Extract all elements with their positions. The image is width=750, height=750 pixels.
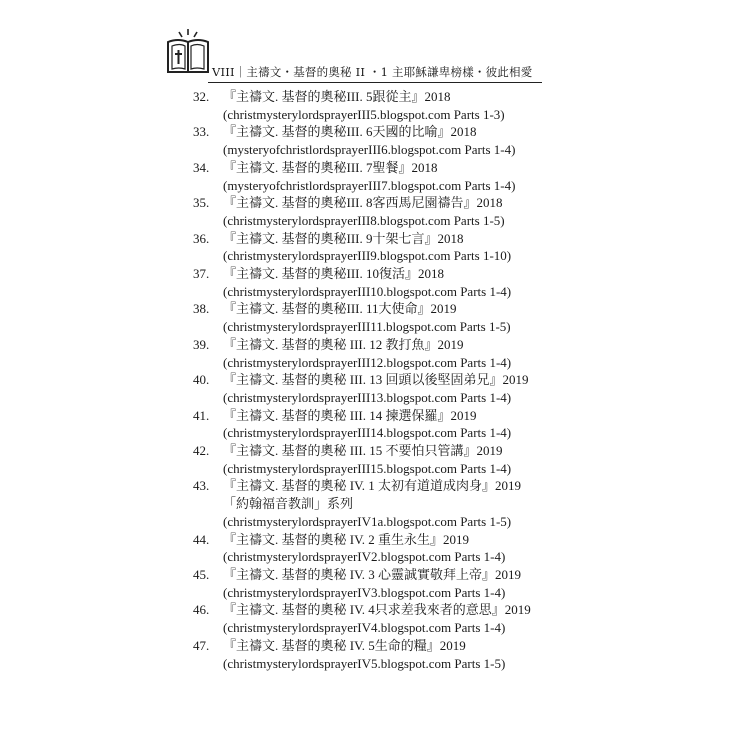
entry-number: 36.: [193, 230, 210, 246]
header-divider: [208, 82, 542, 83]
running-head: VIII｜主禱文・基督的奧秘 II ・1 主耶穌謙卑榜樣・彼此相愛: [212, 65, 533, 79]
list-item: [193, 230, 593, 265]
entry-detail: (christmysterylordsprayerIII10.blogspot.com Parts 1-4): [223, 283, 512, 299]
entry-body: [223, 637, 593, 672]
list-item: [193, 159, 593, 194]
entry-detail: (christmysterylordsprayerIV1a.blogspot.com Parts 1-5): [223, 513, 512, 529]
entry-body: [223, 601, 593, 636]
entry-title: 『主禱文. 基督的奧秘III. 5跟從主』2018: [223, 89, 451, 104]
entry-number: 41.: [193, 407, 210, 423]
entry-body: [223, 477, 593, 530]
list-item: [193, 123, 593, 158]
entry-number: 45.: [193, 566, 210, 582]
entry-number: 47.: [193, 637, 210, 653]
entry-detail: (christmysterylordsprayerIII8.blogspot.com Parts 1-5): [223, 212, 505, 228]
entry-title: 『主禱文. 基督的奧秘 IV. 1 太初有道道成肉身』2019: [223, 478, 522, 494]
entry-number: 42.: [193, 443, 210, 459]
entry-body: [223, 336, 593, 371]
entry-number: 40.: [193, 372, 210, 388]
entry-detail: (christmysterylordsprayerIV2.blogspot.com Parts 1-4): [223, 549, 506, 565]
entry-detail: (mysteryofchristlordsprayerIII7.blogspot.com Parts 1-4): [223, 177, 516, 193]
entry-body: [223, 88, 593, 123]
entry-title: 『主禱文. 基督的奧秘 IV. 3 心靈誠實敬拜上帝』2019: [223, 566, 522, 582]
entry-body: [223, 194, 593, 229]
list-item: [193, 300, 593, 335]
entry-body: [223, 371, 593, 406]
entry-detail: (mysteryofchristlordsprayerIII6.blogspot.com Parts 1-4): [223, 142, 516, 158]
entry-title: 『主禱文. 基督的奧秘III. 8客西馬尼園禱告』2018: [223, 195, 503, 211]
entry-body: [223, 230, 593, 265]
entry-body: [223, 531, 593, 566]
entry-title: 『主禱文. 基督的奧秘 III. 12 教打魚』2019: [223, 336, 464, 352]
entry-title: 『主禱文. 基督的奧秘III. 9十架七言』2018: [223, 230, 464, 246]
entry-detail: (christmysterylordsprayerIII5.blogspot.com Parts 1-3): [223, 106, 505, 122]
entry-detail: (christmysterylordsprayerIV3.blogspot.com Parts 1-4): [223, 584, 506, 600]
entry-detail: (christmysterylordsprayerIII13.blogspot.com Parts 1-4): [223, 389, 512, 405]
entry-number: 32.: [193, 89, 210, 104]
entry-detail: (christmysterylordsprayerIII12.blogspot.com Parts 1-4): [223, 354, 512, 370]
entry-title: 『主禱文. 基督的奧秘 III. 13 回頭以後堅固弟兄』2019: [223, 372, 529, 388]
list-item: [193, 477, 593, 530]
entry-detail: (christmysterylordsprayerIV5.blogspot.com Parts 1-5): [223, 655, 506, 671]
list-item: [193, 194, 593, 229]
entry-detail: (christmysterylordsprayerIII14.blogspot.com Parts 1-4): [223, 425, 512, 441]
entry-detail: (christmysterylordsprayerIII11.blogspot.com Parts 1-5): [223, 319, 511, 335]
entry-number: 38.: [193, 301, 210, 317]
entry-title: 『主禱文. 基督的奧秘 III. 15 不要怕只管講』2019: [223, 443, 503, 459]
entry-body: [223, 159, 593, 194]
bibliography-list: [193, 88, 593, 672]
entry-number: 33.: [193, 124, 210, 140]
page-header: [164, 26, 544, 84]
entry-title: 『主禱文. 基督的奧秘 IV. 2 重生永生』2019: [223, 531, 470, 547]
list-item: [193, 371, 593, 406]
entry-title: 『主禱文. 基督的奧秘 IV. 5生命的糧』2019: [223, 637, 466, 653]
list-item: [193, 88, 593, 123]
entry-title: 『主禱文. 基督的奧秘III. 7聖餐』2018: [223, 159, 438, 175]
entry-title: 『主禱文. 基督的奧秘 IV. 4只求差我來者的意思』2019: [223, 602, 531, 618]
list-item: [193, 407, 593, 442]
entry-body: [223, 407, 593, 442]
entry-number: 46.: [193, 602, 210, 618]
entry-number: 39.: [193, 336, 210, 352]
list-item: [193, 601, 593, 636]
entry-body: [223, 265, 593, 300]
entry-detail: (christmysterylordsprayerIV4.blogspot.com Parts 1-4): [223, 620, 506, 636]
entry-number: 43.: [193, 478, 210, 494]
entry-body: [223, 123, 593, 158]
list-item: [193, 265, 593, 300]
entry-body: [223, 442, 593, 477]
list-item: [193, 531, 593, 566]
list-item: [193, 566, 593, 601]
book-cross-icon: [164, 26, 212, 76]
entry-detail: (christmysterylordsprayerIII15.blogspot.com Parts 1-4): [223, 460, 512, 476]
entry-number: 44.: [193, 531, 210, 547]
entry-title: 『主禱文. 基督的奧秘III. 11大使命』2019: [223, 301, 457, 317]
entry-title: 『主禱文. 基督的奧秘III. 10復活』2018: [223, 266, 444, 282]
entry-detail: 「約翰福音教訓」系列: [223, 496, 354, 512]
list-item: [193, 637, 593, 672]
entry-body: [223, 566, 593, 601]
entry-title: 『主禱文. 基督的奧秘III. 6天國的比喻』2018: [223, 124, 477, 140]
entry-number: 34.: [193, 159, 210, 175]
list-item: [193, 336, 593, 371]
entry-detail: (christmysterylordsprayerIII9.blogspot.com Parts 1-10): [223, 248, 512, 264]
entry-title: 『主禱文. 基督的奧秘 III. 14 揀選保羅』2019: [223, 407, 477, 423]
entry-number: 37.: [193, 266, 210, 282]
entry-body: [223, 300, 593, 335]
list-item: [193, 442, 593, 477]
entry-number: 35.: [193, 195, 210, 211]
